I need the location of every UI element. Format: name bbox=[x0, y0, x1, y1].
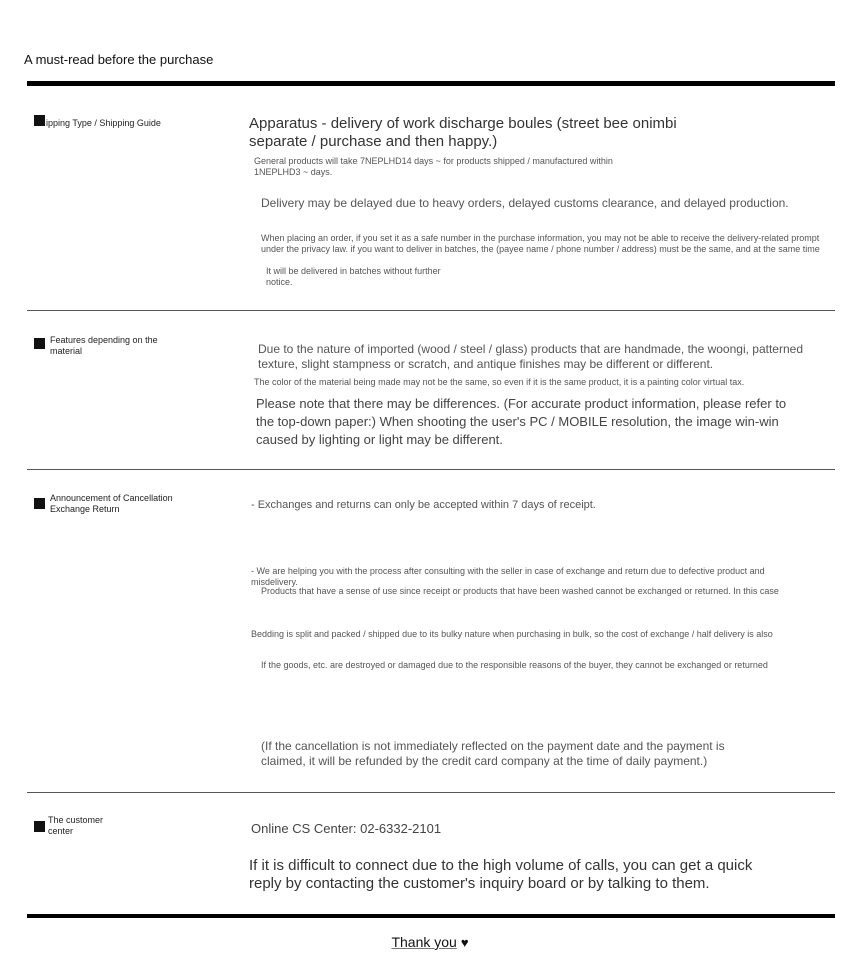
returns-helping-text: - We are helping you with the process after consulting with the seller in case of exchange and return due to defective product and misdelivery. bbox=[251, 566, 765, 587]
shipping-section-label: ipping Type / Shipping Guide bbox=[46, 118, 161, 128]
section-bullet-icon bbox=[34, 821, 45, 832]
customer-cs-center-text: Online CS Center: 02-6332-2101 bbox=[251, 821, 442, 836]
shipping-batches-text: It will be delivered in batches without further notice. bbox=[266, 266, 441, 287]
material-nature-text: Due to the nature of imported (wood / steel / glass) products that are handmade, the woongi, patterned texture, slight stampness or scratch, and antique finishes may be different or different. bbox=[258, 342, 803, 371]
material-note-text: Please note that there may be differences. (For accurate product information, please refer to the top-down paper:) When shooting the user's PC / MOBILE resolution, the image win-win caused by lighting or light may be different. bbox=[256, 396, 787, 447]
top-divider bbox=[27, 81, 835, 86]
page-title: A must-read before the purchase bbox=[24, 52, 214, 67]
customer-difficult-text: If it is difficult to connect due to the high volume of calls, you can get a quick reply by contacting the customer's inquiry board or by talking to them. bbox=[249, 857, 753, 892]
material-section-label: Features depending on the material bbox=[50, 335, 158, 356]
shipping-delay-text: Delivery may be delayed due to heavy orders, delayed customs clearance, and delayed production. bbox=[261, 196, 789, 210]
thanks-footer bbox=[0, 934, 860, 950]
customer-section-label: The customer center bbox=[48, 815, 104, 836]
thanks-text: Thank you bbox=[391, 934, 457, 950]
heart-icon: ♥ bbox=[460, 935, 469, 950]
returns-cancellation-text: (If the cancellation is not immediately reflected on the payment date and the payment is claimed, it will be refunded by the credit card company at the time of daily payment.) bbox=[261, 739, 725, 768]
returns-used-text: Products that have a sense of use since receipt or products that have been washed cannot be exchanged or returned. In this case bbox=[261, 586, 779, 596]
section-bullet-icon bbox=[34, 338, 45, 349]
shipping-general-text: General products will take 7NEPLHD14 days ~ for products shipped / manufactured within 1NEPLHD3 ~ days. bbox=[254, 156, 613, 177]
bottom-divider bbox=[27, 914, 835, 918]
section-divider bbox=[27, 469, 835, 470]
section-bullet-icon bbox=[34, 115, 45, 126]
returns-bedding-text: Bedding is split and packed / shipped due to its bulky nature when purchasing in bulk, so the cost of exchange / half delivery is also bbox=[251, 629, 773, 639]
section-divider bbox=[27, 792, 835, 793]
returns-damaged-text: If the goods, etc. are destroyed or damaged due to the responsible reasons of the buyer, they cannot be exchanged or returned bbox=[261, 660, 768, 670]
returns-7-days-text: - Exchanges and returns can only be accepted within 7 days of receipt. bbox=[251, 499, 596, 511]
section-bullet-icon bbox=[34, 498, 45, 509]
material-color-text: The color of the material being made may not be the same, so even if it is the same product, it is a painting color virtual tax. bbox=[254, 377, 745, 387]
shipping-safe-number-text: When placing an order, if you set it as a safe number in the purchase information, you may not be able to receive the delivery-related prompt under the privacy law. if you want to deliver in batches, the (payee name / phone number / address) must be the same, and at the same time bbox=[261, 233, 820, 254]
shipping-headline: Apparatus - delivery of work discharge boules (street bee onimbi separate / purchase and then happy.) bbox=[249, 115, 677, 150]
section-divider bbox=[27, 310, 835, 311]
returns-section-label: Announcement of Cancellation Exchange Return bbox=[50, 493, 173, 514]
